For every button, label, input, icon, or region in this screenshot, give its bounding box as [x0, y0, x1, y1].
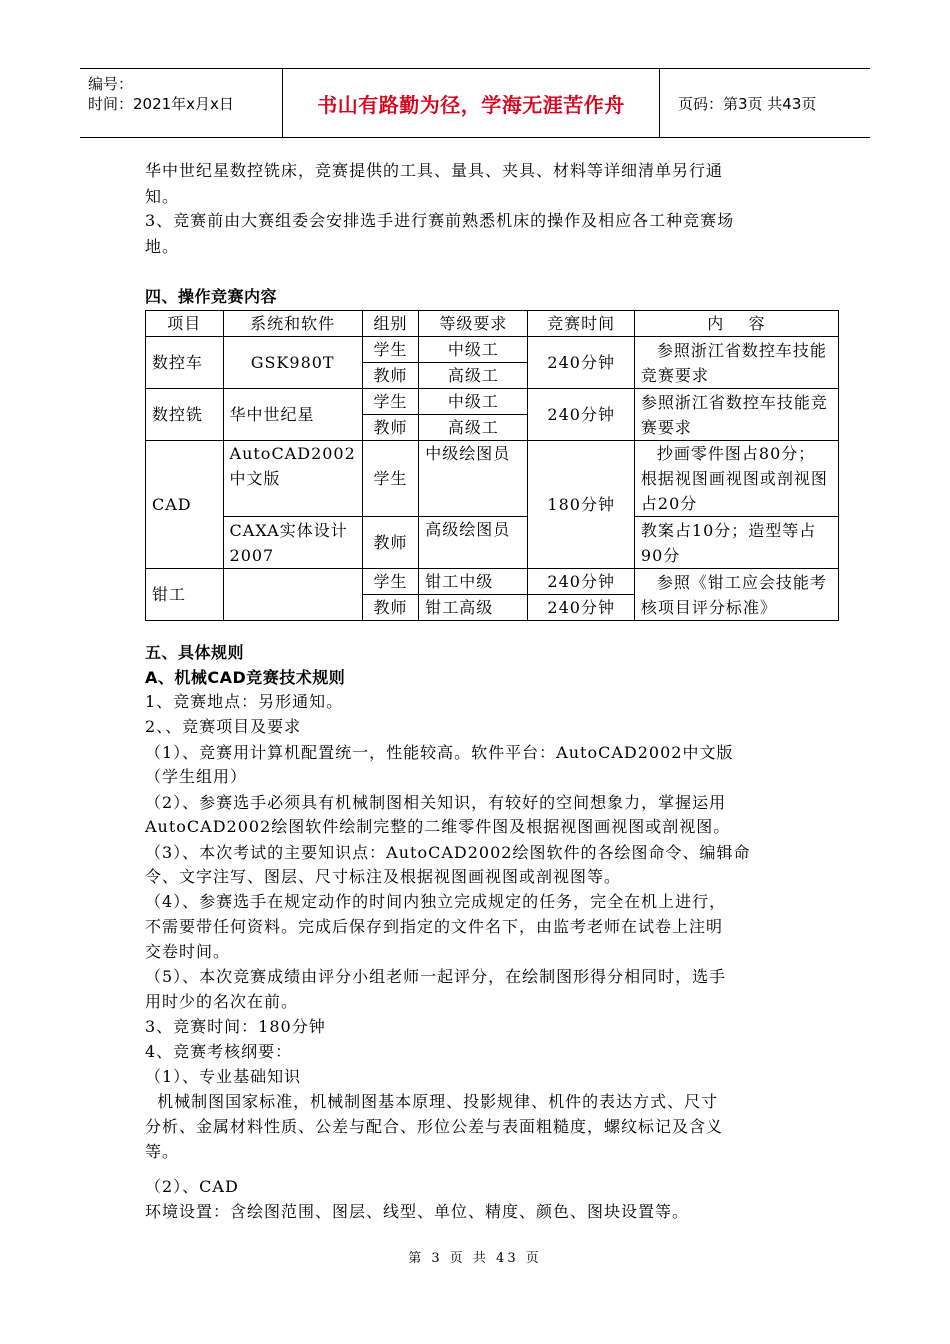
intro-line-1: 华中世纪星数控铣床，竞赛提供的工具、量具、夹具、材料等详细清单另行通: [145, 161, 724, 180]
body-line: 2、、竞赛项目及要求: [145, 717, 302, 736]
doc-date: 时间：2021年x月x日: [88, 95, 234, 113]
col-header: 组别: [362, 311, 418, 337]
intro-line-3: 3、竞赛前由大赛组委会安排选手进行赛前熟悉机床的操作及相应各工种竞赛场: [145, 211, 735, 230]
cell-group: 学生: [362, 389, 418, 415]
cell-content: 抄画零件图占80分；根据视图画视图或剖视图占20分: [634, 441, 838, 517]
header-page-number: [668, 69, 868, 137]
table-row: [146, 337, 839, 363]
cell-project: 数控铣: [146, 389, 224, 441]
cell-time: 240分钟: [528, 337, 634, 389]
body-line: 等。: [145, 1142, 180, 1161]
cell-content: 参照浙江省数控车技能竞赛要求: [634, 337, 838, 389]
section-4-title: 四、操作竞赛内容: [145, 287, 278, 306]
cell-group: 学生: [362, 337, 418, 363]
body-line: （2）、CAD: [145, 1177, 239, 1196]
col-header: 内 容: [634, 311, 838, 337]
col-header: 等级要求: [419, 311, 528, 337]
body-line: 令、文字注写、图层、尺寸标注及根据视图画视图或剖视图等。: [145, 867, 622, 886]
cell-time: 240分钟: [528, 389, 634, 441]
cell-level: 中级工: [419, 337, 528, 363]
body-line: （3）、本次考试的主要知识点：AutoCAD2002绘图软件的各绘图命令、编辑命: [145, 843, 751, 862]
competition-table: [145, 310, 839, 621]
cell-time: 180分钟: [528, 441, 634, 569]
page-footer: 第 3 页 共 43 页: [408, 1251, 542, 1266]
intro-line-2: 知。: [145, 187, 180, 206]
table-header-row: [146, 311, 839, 337]
cell-level: 中级工: [419, 389, 528, 415]
section-5-subtitle: A、机械CAD竞赛技术规则: [145, 668, 346, 687]
cell-content: 参照浙江省数控车技能竞赛要求: [634, 389, 838, 441]
body-line: （4）、参赛选手在规定动作的时间内独立完成规定的任务，完全在机上进行，: [145, 892, 727, 911]
cell-level: 钳工高级: [419, 595, 528, 621]
body-line: 1、竞赛地点：另形通知。: [145, 692, 344, 711]
section-5-title: 五、具体规则: [145, 643, 245, 662]
cell-group: 学生: [362, 569, 418, 595]
cell-level: 中级绘图员: [419, 441, 528, 517]
cell-system: CAXA实体设计2007: [223, 517, 362, 569]
body-line: 交卷时间。: [145, 942, 231, 961]
body-line: （1）、专业基础知识: [145, 1067, 302, 1086]
table-row: [146, 389, 839, 415]
cell-level: 高级绘图员: [419, 517, 528, 569]
body-line: 3、竞赛时间：180分钟: [145, 1017, 326, 1036]
col-header: 系统和软件: [223, 311, 362, 337]
table-row: [146, 441, 839, 517]
cell-project: 钳工: [146, 569, 224, 621]
header-motto: 书山有路勤为径，学海无涯苦作舟: [283, 69, 660, 137]
body-line: （学生组用）: [145, 767, 248, 786]
cell-project: 数控车: [146, 337, 224, 389]
cell-level: 高级工: [419, 363, 528, 389]
cell-system: 华中世纪星: [223, 389, 362, 441]
cell-level: 高级工: [419, 415, 528, 441]
body-line: （2）、参赛选手必须具有机械制图相关知识，有较好的空间想象力，掌握运用: [145, 793, 727, 812]
body-line: （5）、本次竞赛成绩由评分小组老师一起评分，在绘制图形得分相同时，选手: [145, 967, 727, 986]
cell-time: 240分钟: [528, 595, 634, 621]
cell-system: GSK980T: [223, 337, 362, 389]
table-row: [146, 569, 839, 595]
cell-system: AutoCAD2002中文版: [223, 441, 362, 517]
cell-group: 教师: [362, 415, 418, 441]
cell-group: 学生: [362, 441, 418, 517]
cell-level: 钳工中级: [419, 569, 528, 595]
body-line: 不需要带任何资料。完成后保存到指定的文件名下，由监考老师在试卷上注明: [145, 917, 724, 936]
body-line: 机械制图国家标准，机械制图基本原理、投影规律、机件的表达方式、尺寸: [145, 1092, 719, 1111]
table-row: [146, 517, 839, 569]
body-line: （1）、竞赛用计算机配置统一，性能较高。软件平台：AutoCAD2002中文版: [145, 743, 734, 762]
body-line: 4、竞赛考核纲要：: [145, 1042, 293, 1061]
cell-content: 参照《钳工应会技能考核项目评分标准》: [634, 569, 838, 621]
col-header: 竞赛时间: [528, 311, 634, 337]
col-header: 项目: [146, 311, 224, 337]
page-number-label: 页码：第3页 共43页: [678, 94, 817, 113]
page-header: [80, 68, 870, 138]
header-meta: [80, 69, 283, 137]
intro-line-4: 地。: [145, 237, 180, 256]
cell-content: 教案占10分；造型等占90分: [634, 517, 838, 569]
cell-group: 教师: [362, 595, 418, 621]
body-line: 用时少的名次在前。: [145, 992, 299, 1011]
cell-system: [223, 569, 362, 621]
cell-group: 教师: [362, 517, 418, 569]
cell-project: CAD: [146, 441, 224, 569]
doc-code: 编号：: [88, 75, 134, 93]
body-line: 环境设置：含绘图范围、图层、线型、单位、精度、颜色、图块设置等。: [145, 1202, 690, 1221]
body-line: AutoCAD2002绘图软件绘制完整的二维零件图及根据视图画视图或剖视图。: [145, 817, 731, 836]
cell-group: 教师: [362, 363, 418, 389]
cell-time: 240分钟: [528, 569, 634, 595]
body-line: 分析、金属材料性质、公差与配合、形位公差与表面粗糙度，螺纹标记及含义: [145, 1117, 724, 1136]
